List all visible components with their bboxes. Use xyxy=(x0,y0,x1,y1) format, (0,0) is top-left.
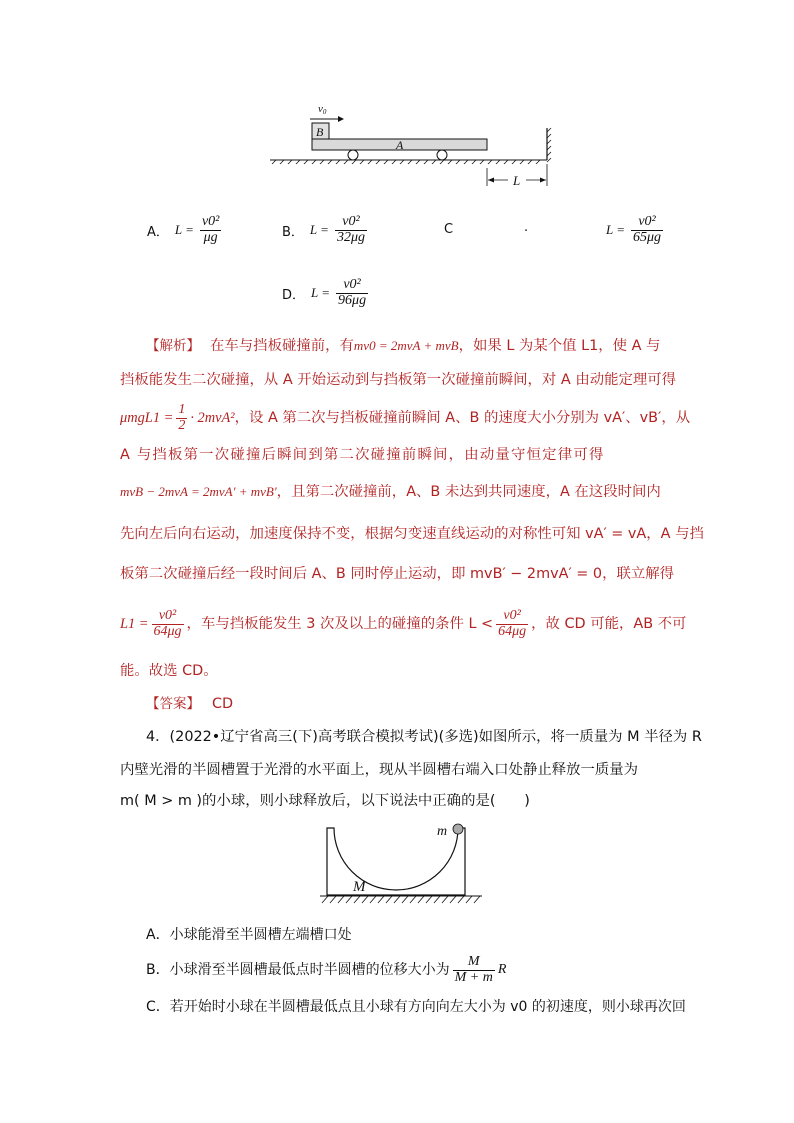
option-d-letter: D． xyxy=(282,287,306,303)
q4-option-a[interactable]: A．小球能滑至半圆槽左端槽口处 xyxy=(146,927,352,943)
analysis-eq-4-fraction: $\frac{\text{v0²}}{64\mu g}$ xyxy=(153,607,182,639)
ground-hatch xyxy=(272,160,540,164)
answer-value: CD xyxy=(212,696,234,712)
analysis-line-1 xyxy=(146,336,686,356)
question4-line-1: 4．(2022•辽宁省高三(下)高考联合模拟考试)(多选)如图所示，将一质量为 M 半径为 R xyxy=(146,729,702,745)
analysis-line-2: 挡板能发生二次碰撞，从 A 开始运动到与挡板第一次碰撞前瞬间，对 A 由动能定理可得 xyxy=(120,372,677,388)
analysis-eq-2-rhs: · 2mvA² xyxy=(190,410,235,426)
option-b-letter: B． xyxy=(282,224,304,240)
option-b-lhs: L = xyxy=(309,222,329,237)
analysis-line-6: 先向左后向右运动，加速度保持不变，根据匀变速直线运动的对称性可知 vA′ = vA，A 与挡 xyxy=(120,526,704,542)
m-label: m xyxy=(437,824,448,839)
analysis-line-4: A 与挡板第一次碰撞后瞬间到第二次碰撞前瞬间，由动量守恒定律可得 xyxy=(120,447,605,463)
analysis-line-8 xyxy=(120,604,687,644)
option-b-fraction: $\frac{\text{v0²}}{32\mu g}$ xyxy=(336,213,365,245)
dim-l-label: L xyxy=(513,173,521,188)
question4-line-3: m( M > m )的小球，则小球释放后，以下说法中正确的是( ) xyxy=(120,793,530,809)
ball-m xyxy=(453,824,463,834)
M-label: M xyxy=(353,879,366,895)
ground-2-hatch xyxy=(322,896,480,903)
analysis-eq-4-lhs: L1 = xyxy=(120,616,149,632)
figure-cart-block-wall xyxy=(262,98,562,190)
option-d[interactable] xyxy=(282,276,368,310)
option-a[interactable] xyxy=(147,213,221,247)
cart-a-label: A xyxy=(396,138,404,152)
figure-semicircle-groove xyxy=(320,818,490,910)
option-c-fraction: $\frac{\text{v0²}}{65\mu g}$ xyxy=(633,213,662,245)
wheel-left xyxy=(348,150,358,160)
analysis-line-3-text: ，设 A 第二次与挡板碰撞前瞬间 A、B 的速度大小分别为 vA′、vB′，从 xyxy=(234,410,691,426)
q4-option-c[interactable]: C．若开始时小球在半圆槽最低点且小球有方向向左大小为 v0 的初速度，则小球再次回 xyxy=(146,999,686,1015)
analysis-line-8a: ，车与挡板能发生 3 次及以上的碰撞的条件 L < xyxy=(186,616,494,632)
analysis-eq-3: mvB − 2mvA = 2mvA′ + mvB′ xyxy=(120,484,277,499)
dim-arrow-left xyxy=(488,178,494,183)
analysis-eq-5-fraction: $\frac{\text{v0²}}{64\mu g}$ xyxy=(498,607,527,639)
v0-arrowhead xyxy=(338,116,344,122)
q4-option-b[interactable] xyxy=(146,950,706,990)
analysis-eq-2-fraction: $\frac{1}{2}$ xyxy=(178,401,186,433)
option-a-letter: A． xyxy=(147,224,169,240)
option-a-lhs: L = xyxy=(174,222,194,237)
option-b[interactable] xyxy=(282,213,367,247)
analysis-line-3 xyxy=(120,400,691,436)
option-c-dot: . xyxy=(524,220,529,235)
option-c-formula[interactable] xyxy=(606,213,663,247)
option-c-lhs: L = xyxy=(606,222,626,237)
q4-option-b-text: B．小球滑至半圆槽最低点时半圆槽的位移大小为 xyxy=(146,962,450,978)
v0-label: v0 xyxy=(318,103,327,116)
analysis-tag: 【解析】 xyxy=(146,338,200,354)
analysis-line-1b: ，如果 L 为某个值 L1，使 A 与 xyxy=(458,338,661,354)
q4-option-b-tail: R xyxy=(497,962,507,977)
analysis-line-8b: ，故 CD 可能，AB 不可 xyxy=(531,616,687,632)
answer-tag: 【答案】 xyxy=(146,696,200,712)
wheel-right xyxy=(437,150,447,160)
analysis-line-5-text: ，且第二次碰撞前，A、B 未达到共同速度，A 在这段时间内 xyxy=(276,484,661,500)
dim-arrow-right xyxy=(540,178,546,183)
answer-line xyxy=(146,694,706,714)
question4-line-2: 内壁光滑的半圆槽置于光滑的水平面上，现从半圆槽右端入口处静止释放一质量为 xyxy=(120,762,639,778)
option-d-fraction: $\frac{\text{v0²}}{96\mu g}$ xyxy=(338,276,367,308)
analysis-line-5 xyxy=(120,482,680,502)
option-d-lhs: L = xyxy=(311,285,331,300)
option-c-letter[interactable]: C xyxy=(444,222,454,237)
analysis-line-9: 能。故选 CD。 xyxy=(120,663,218,679)
q4-option-b-fraction: $\frac{M}{M + m}$ xyxy=(454,953,493,985)
analysis-line-1a: 在车与挡板碰撞前，有 xyxy=(210,338,354,354)
block-b-label: B xyxy=(316,125,324,139)
analysis-eq-2-lhs: μmgL1 = xyxy=(120,410,174,426)
option-a-fraction: $\frac{\text{v0²}}{\mu g}$ xyxy=(201,213,220,245)
analysis-eq-1: mv0 = 2mvA + mvB xyxy=(353,338,459,353)
analysis-line-7: 板第二次碰撞后经一段时间后 A、B 同时停止运动，即 mvB′ − 2mvA′ = 0，联立解得 xyxy=(120,566,675,582)
